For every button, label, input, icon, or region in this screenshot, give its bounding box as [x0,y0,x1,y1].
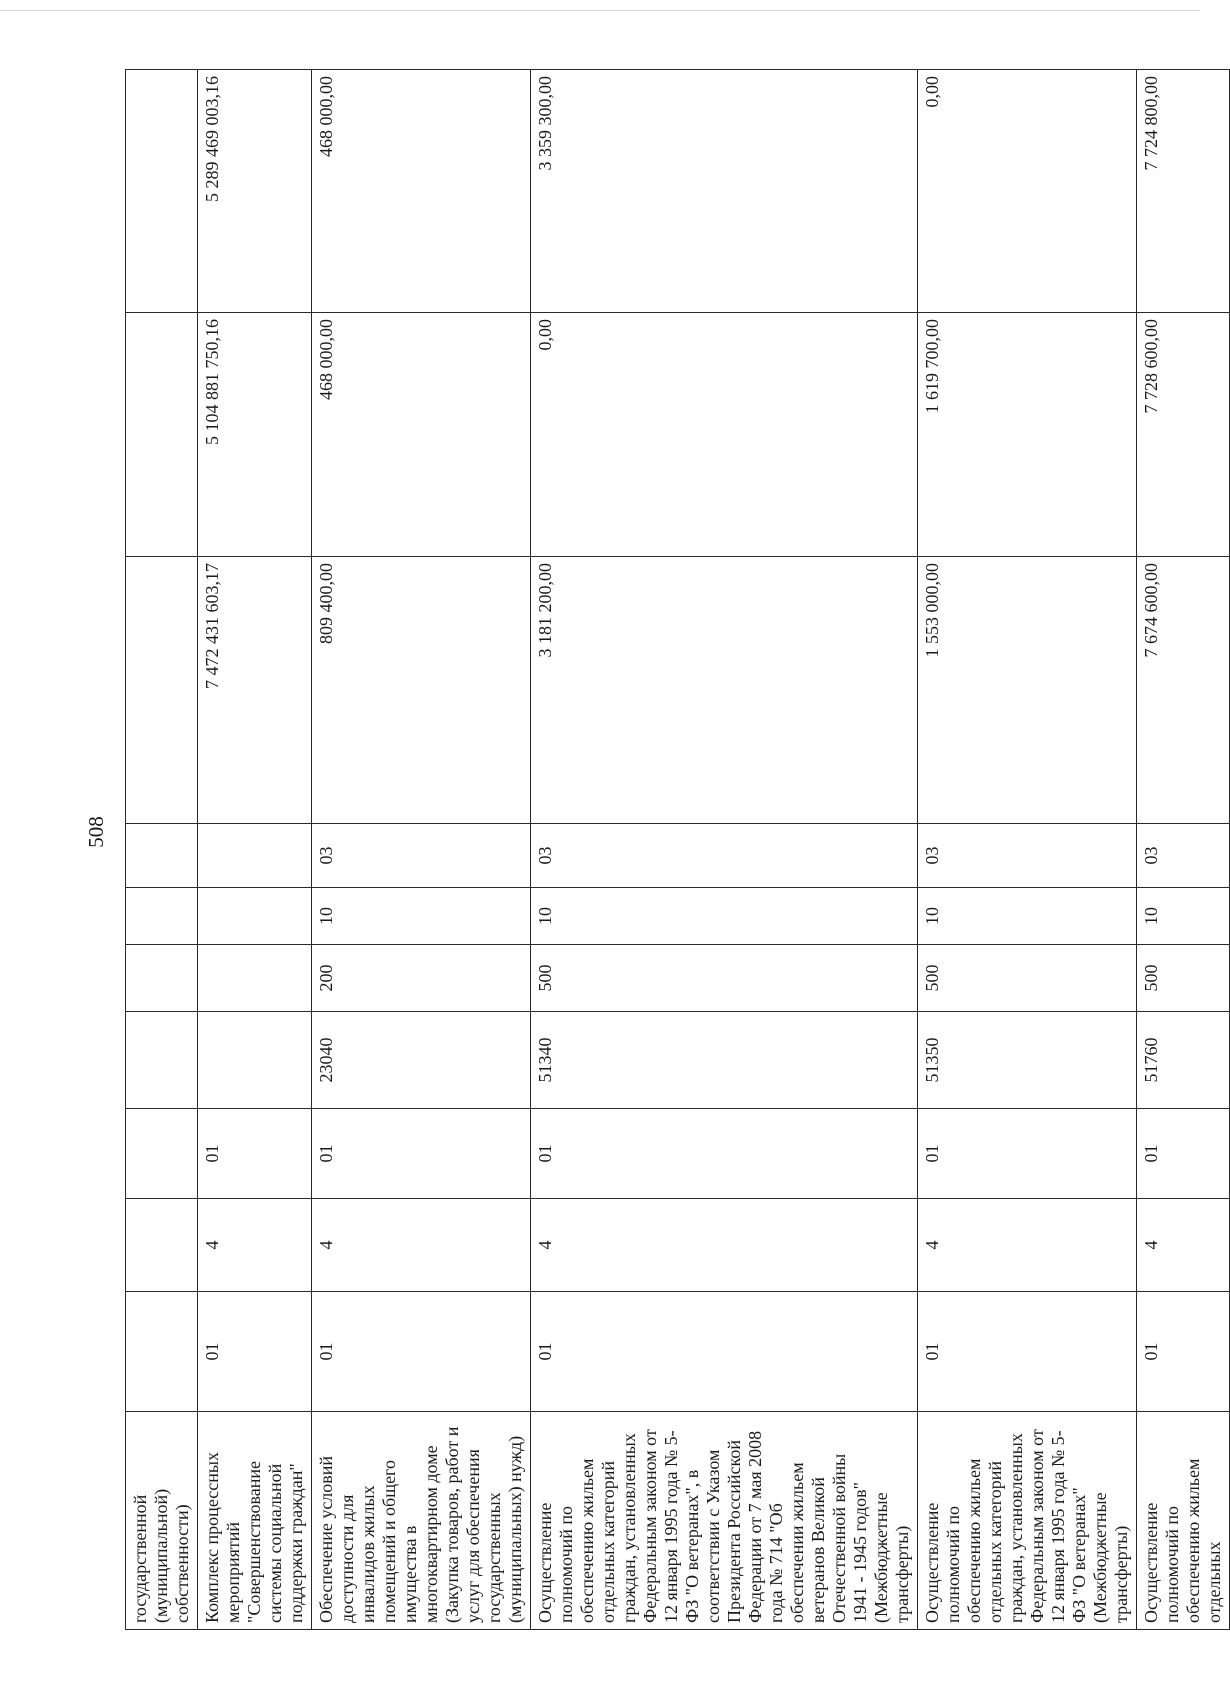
cell-section: 10 [312,888,531,945]
cell-section: 10 [531,888,918,945]
cell-subprogram: 4 [531,1199,918,1292]
cell-direction [198,1012,312,1109]
table-row [531,70,918,1630]
cell-amount-year2: 0,00 [531,313,918,557]
cell-event: 01 [198,1109,312,1199]
cell-direction: 51350 [918,1012,1137,1109]
cell-amount-year1: 1 553 000,00 [918,557,1137,824]
cell-direction: 51760 [1137,1012,1230,1109]
cell-direction: 23040 [312,1012,531,1109]
table-row [1137,70,1230,1630]
cell-subprogram: 4 [1137,1199,1230,1292]
cell-expense-type: 200 [312,945,531,1012]
cell-program: 01 [1137,1292,1230,1412]
table-row [312,70,531,1630]
page-number: 508 [84,816,108,848]
cell-amount-year1: 809 400,00 [312,557,531,824]
row-name: государственной (муниципальной) собственности) [126,1412,198,1630]
cell-subprogram: 4 [312,1199,531,1292]
cell-program: 01 [531,1292,918,1412]
cell-subsection [126,824,198,888]
cell-direction [126,1012,198,1109]
table-row [198,70,312,1630]
cell-subsection: 03 [312,824,531,888]
cell-program: 01 [918,1292,1137,1412]
cell-expense-type: 500 [1137,945,1230,1012]
cell-amount-year3: 5 289 469 003,16 [198,70,312,313]
cell-subsection [198,824,312,888]
scan-edge-line [0,10,1200,11]
cell-expense-type: 500 [531,945,918,1012]
cell-expense-type: 500 [918,945,1137,1012]
cell-amount-year2 [126,313,198,557]
cell-expense-type [126,945,198,1012]
cell-subsection: 03 [1137,824,1230,888]
cell-amount-year3: 0,00 [918,70,1137,313]
cell-amount-year1 [126,557,198,824]
cell-section [126,888,198,945]
row-name: Осуществление полномочий по обеспечению жильем отдельных категорий граждан, установленных Федеральным законом от 12 января 1995 года № 5-ФЗ "О ветеранах" (Межбюджетные трансферты) [918,1412,1137,1630]
cell-subprogram: 4 [918,1199,1137,1292]
cell-expense-type [198,945,312,1012]
cell-program: 01 [312,1292,531,1412]
cell-amount-year2: 5 104 881 750,16 [198,313,312,557]
budget-table [125,69,1230,1630]
row-name: Обеспечение условий доступности для инвалидов жилых помещений и общего имущества в многоквартирном доме (Закупка товаров, работ и услуг для обеспечения государственных (муниципальных) нужд) [312,1412,531,1630]
cell-event: 01 [1137,1109,1230,1199]
cell-event [126,1109,198,1199]
budget-table-container [125,70,1224,1630]
cell-amount-year2: 7 728 600,00 [1137,313,1230,557]
cell-amount-year3 [126,70,198,313]
cell-section [198,888,312,945]
cell-amount-year3: 468 000,00 [312,70,531,313]
cell-subsection: 03 [918,824,1137,888]
cell-amount-year1: 3 181 200,00 [531,557,918,824]
cell-subprogram: 4 [198,1199,312,1292]
cell-event: 01 [312,1109,531,1199]
cell-amount-year2: 1 619 700,00 [918,313,1137,557]
cell-subsection: 03 [531,824,918,888]
cell-direction: 51340 [531,1012,918,1109]
cell-amount-year3: 3 359 300,00 [531,70,918,313]
cell-program [126,1292,198,1412]
cell-amount-year1: 7 472 431 603,17 [198,557,312,824]
table-row [918,70,1137,1630]
cell-amount-year1: 7 674 600,00 [1137,557,1230,824]
table-row [126,70,198,1630]
cell-subprogram [126,1199,198,1292]
cell-event: 01 [531,1109,918,1199]
row-name: Осуществление полномочий по обеспечению жильем отдельных категорий граждан, установленных Федеральным законом от 12 января 1995 года № 5-ФЗ "О ветеранах", в соответствии с Указом Президента Российской Федерации от 7 мая 2008 года № 714 "Об обеспечении жильем ветеранов Великой Отечественной войны 1941 - 1945 годов" (Межбюджетные трансферты) [531,1412,918,1630]
cell-amount-year2: 468 000,00 [312,313,531,557]
cell-amount-year3: 7 724 800,00 [1137,70,1230,313]
cell-section: 10 [918,888,1137,945]
row-name: Осуществление полномочий по обеспечению жильем отдельных [1137,1412,1230,1630]
cell-section: 10 [1137,888,1230,945]
row-name: Комплекс процессных мероприятий "Совершенствование системы социальной поддержки граждан" [198,1412,312,1630]
cell-program: 01 [198,1292,312,1412]
cell-event: 01 [918,1109,1137,1199]
